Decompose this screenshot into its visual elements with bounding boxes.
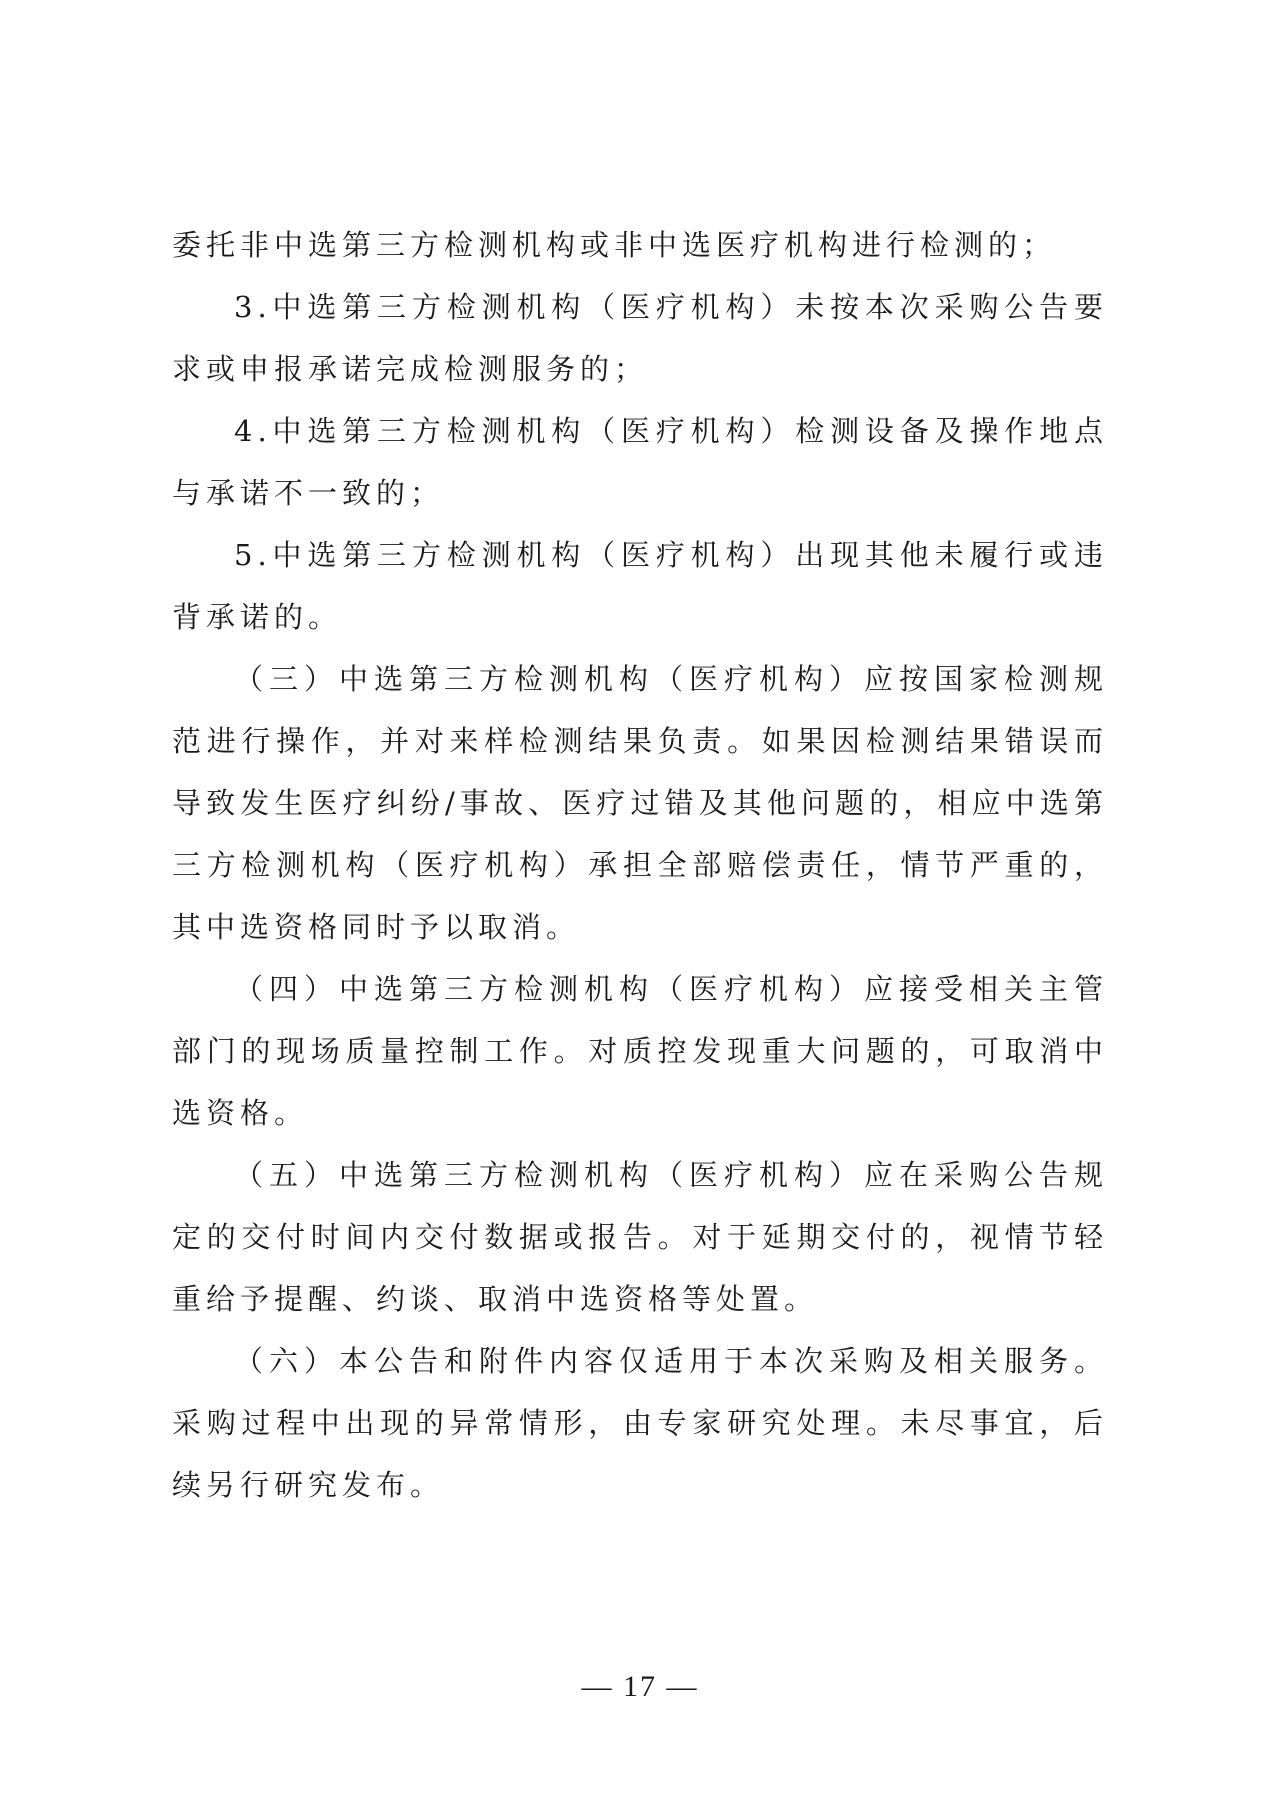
- paragraph-section-6: （六）本公告和附件内容仅适用于本次采购及相关服务。采购过程中出现的异常情形，由专家研究处理。未尽事宜，后续另行研究发布。: [172, 1344, 1108, 1502]
- paragraph-section-4: （四）中选第三方检测机构（医疗机构）应接受相关主管部门的现场质量控制工作。对质控发现重大问题的，可取消中选资格。: [172, 972, 1108, 1130]
- page-number: — 17 —: [581, 1670, 699, 1703]
- paragraph-section-3: （三）中选第三方检测机构（医疗机构）应按国家检测规范进行操作，并对来样检测结果负责。如果因检测结果错误而导致发生医疗纠纷/事故、医疗过错及其他问题的，相应中选第三方检测机构（医疗机构）承担全部赔偿责任，情节严重的，其中选资格同时予以取消。: [172, 662, 1108, 944]
- body-text: [172, 214, 1108, 1516]
- paragraph-item-5: 5.中选第三方检测机构（医疗机构）出现其他未履行或违背承诺的。: [172, 538, 1108, 634]
- paragraph-continuation: 委托非中选第三方检测机构或非中选医疗机构进行检测的；: [172, 228, 1057, 262]
- paragraph-item-3: 3.中选第三方检测机构（医疗机构）未按本次采购公告要求或申报承诺完成检测服务的；: [172, 290, 1108, 386]
- paragraph-section-5: （五）中选第三方检测机构（医疗机构）应在采购公告规定的交付时间内交付数据或报告。对于延期交付的，视情节轻重给予提醒、约谈、取消中选资格等处置。: [172, 1158, 1108, 1316]
- paragraph-item-4: 4.中选第三方检测机构（医疗机构）检测设备及操作地点与承诺不一致的；: [172, 414, 1108, 510]
